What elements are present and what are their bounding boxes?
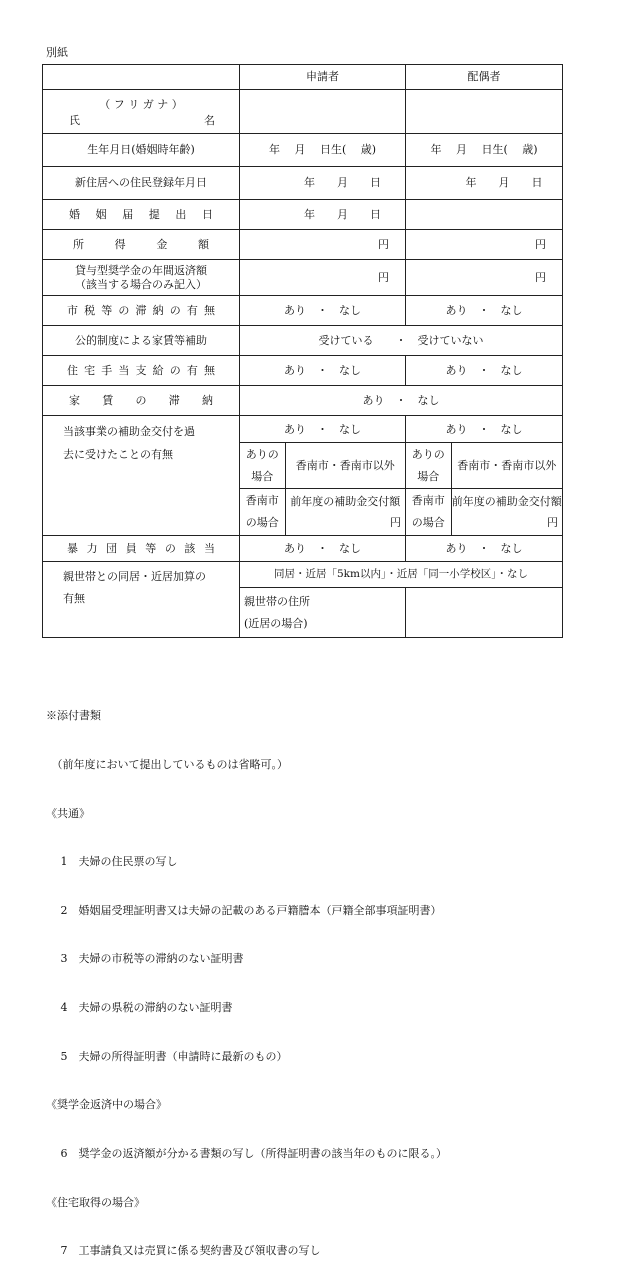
- arrears-char: 家: [69, 393, 80, 407]
- gang-char: 暴: [67, 541, 78, 555]
- arrears-char: 納: [202, 393, 213, 407]
- past-grant-label-2: 去に受けたことの有無: [63, 448, 173, 461]
- spouse-if-yes: [406, 443, 451, 489]
- applicant-allowance-choice[interactable]: あり ・ なし: [240, 356, 406, 386]
- tax-char: 市: [67, 303, 78, 317]
- parents-address-1: 親世帯の住所: [244, 594, 310, 608]
- spouse-if-city: [406, 489, 451, 535]
- note-line: 5 夫婦の所得証明書（申請時に最新のもの）: [46, 1049, 288, 1063]
- note-line: 6 奨学金の返済額が分かる書類の写し（所得証明書の該当年のものに限る。）: [46, 1146, 447, 1160]
- birth-label: 生年月日(婚姻時年齢): [43, 134, 240, 167]
- name-label: [43, 90, 240, 134]
- past-grant-label-1: 当該事業の補助金交付を過: [63, 425, 195, 438]
- income-char: 得: [114, 237, 126, 251]
- tax-char: 滞: [135, 303, 147, 317]
- yen-unit: 円: [390, 515, 401, 529]
- spouse-tax-choice[interactable]: あり ・ なし: [406, 296, 563, 326]
- spouse-scholarship-field[interactable]: 円: [406, 260, 563, 296]
- income-label: [43, 230, 240, 260]
- col-applicant: 申請者: [240, 65, 406, 90]
- marriage-char: 届: [122, 207, 134, 221]
- income-char: 金: [156, 237, 168, 251]
- note-line: 1 夫婦の住民票の写し: [46, 855, 178, 869]
- if-yes-1: ありの: [245, 447, 279, 461]
- if-yes-2: 場合: [417, 469, 440, 483]
- spouse-birth-field[interactable]: 年 月 日生( 歳): [406, 134, 563, 167]
- scholarship-label-1: 貸与型奨学金の年間返済額: [75, 264, 207, 278]
- gang-char: の: [164, 541, 176, 555]
- housing-char: 給: [152, 363, 164, 377]
- if-city-1: 香南市: [411, 493, 445, 507]
- col-spouse: 配偶者: [406, 65, 563, 90]
- applicant-gang-choice[interactable]: あり ・ なし: [240, 536, 406, 562]
- marriage-char: 日: [201, 207, 213, 221]
- name-char-2: 名: [204, 113, 215, 127]
- housing-char: 無: [204, 363, 215, 377]
- rent-arrears-label: [43, 386, 240, 416]
- prev-year-amount-label: 前年度の補助金交付額: [451, 494, 562, 508]
- income-char: 所: [73, 237, 84, 251]
- past-grant-label: [43, 416, 240, 536]
- housing-char: 有: [186, 363, 198, 377]
- note-line: 2 婚姻届受理証明書又は夫婦の記載のある戸籍謄本（戸籍全部事項証明書）: [46, 903, 442, 917]
- attachment-notes: [46, 676, 447, 1276]
- if-yes-1: ありの: [411, 447, 445, 461]
- parents-address-2: (近居の場合): [244, 616, 308, 630]
- tax-label: [43, 296, 240, 326]
- arrears-char: 賃: [102, 393, 114, 407]
- gang-char: 当: [203, 541, 215, 555]
- marriage-label: [43, 200, 240, 230]
- rent-arrears-choice[interactable]: あり ・ なし: [240, 386, 563, 416]
- spouse-income-field[interactable]: 円: [406, 230, 563, 260]
- arrears-char: 滞: [168, 393, 180, 407]
- tax-char: 税: [84, 303, 96, 317]
- parents-label-2: 有無: [63, 592, 85, 605]
- note-line: ※添付書類: [46, 709, 101, 723]
- housing-allowance-label: [43, 356, 240, 386]
- applicant-if-yes: [240, 443, 285, 489]
- applicant-if-city: [240, 489, 285, 535]
- marriage-date-field[interactable]: 年 月 日: [240, 200, 406, 230]
- scholarship-label-2: （該当する場合のみ記入）: [75, 277, 207, 291]
- prev-year-amount-label: 前年度の補助金交付額: [290, 494, 401, 508]
- note-line: 《共通》: [46, 806, 90, 820]
- spouse-past-grant-choice[interactable]: あり ・ なし: [406, 417, 562, 443]
- marriage-blank: [406, 200, 563, 230]
- note-line: （前年度において提出しているものは省略可。）: [46, 758, 288, 772]
- parents-label-1: 親世帯との同居・近居加算の: [63, 570, 206, 583]
- arrears-char: の: [135, 393, 147, 407]
- housing-char: 宅: [84, 363, 96, 377]
- header-blank: [43, 65, 240, 90]
- rent-subsidy-choice[interactable]: 受けている ・ 受けていない: [240, 326, 563, 356]
- income-char: 額: [197, 237, 209, 251]
- tax-char: の: [169, 303, 181, 317]
- if-city-2: の場合: [411, 515, 445, 529]
- applicant-income-field[interactable]: 円: [240, 230, 406, 260]
- gang-label: [43, 536, 240, 562]
- note-line: 4 夫婦の県税の滞納のない証明書: [46, 1001, 233, 1015]
- tax-char: 無: [204, 303, 215, 317]
- if-city-2: の場合: [245, 515, 279, 529]
- marriage-char: 姻: [95, 207, 107, 221]
- marriage-char: 婚: [69, 207, 80, 221]
- marriage-char: 出: [175, 207, 187, 221]
- applicant-scholarship-field[interactable]: 円: [240, 260, 406, 296]
- parents-address-field[interactable]: [406, 588, 563, 638]
- parents-label: [43, 562, 240, 638]
- applicant-name-field[interactable]: [240, 90, 406, 134]
- housing-char: 手: [101, 363, 113, 377]
- name-char-1: 氏: [69, 113, 80, 127]
- if-city-1: 香南市: [245, 493, 279, 507]
- housing-char: 住: [67, 363, 78, 377]
- marriage-char: 提: [148, 207, 160, 221]
- yen-unit: 円: [547, 515, 558, 529]
- application-form-table: [42, 64, 563, 638]
- housing-char: 当: [118, 363, 130, 377]
- note-line: 7 工事請負又は売買に係る契約書及び領収書の写し: [46, 1244, 321, 1258]
- applicant-city-choice[interactable]: 香南市・香南市以外: [285, 443, 405, 489]
- note-line: 3 夫婦の市税等の滞納のない証明書: [46, 952, 244, 966]
- parents-address-label: [240, 588, 406, 638]
- spouse-prev-amount[interactable]: [451, 489, 562, 535]
- housing-char: の: [169, 363, 181, 377]
- tax-char: 納: [152, 303, 164, 317]
- applicant-tax-choice[interactable]: あり ・ なし: [240, 296, 406, 326]
- parents-choice[interactable]: 同居・近居「5km以内」・近居「同一小学校区」・なし: [240, 562, 563, 588]
- tax-char: 等: [101, 303, 113, 317]
- furigana-label: （ フ リ ガ ナ ）: [99, 98, 183, 112]
- spouse-city-choice[interactable]: 香南市・香南市以外: [451, 443, 562, 489]
- note-line: 《奨学金返済中の場合》: [46, 1098, 167, 1112]
- applicant-resident-field[interactable]: 年 月 日: [240, 167, 406, 200]
- spouse-name-field[interactable]: [406, 90, 563, 134]
- gang-char: 等: [145, 541, 157, 555]
- attachment-label: 別紙: [46, 46, 68, 59]
- rent-subsidy-label: 公的制度による家賃等補助: [43, 326, 240, 356]
- note-line: 《住宅取得の場合》: [46, 1195, 145, 1209]
- tax-char: の: [118, 303, 130, 317]
- applicant-past-grant-choice[interactable]: あり ・ なし: [240, 417, 405, 443]
- spouse-gang-choice[interactable]: あり ・ なし: [406, 536, 563, 562]
- gang-char: 員: [125, 541, 137, 555]
- applicant-birth-field[interactable]: 年 月 日生( 歳): [240, 134, 406, 167]
- resident-label: 新住居への住民登録年月日: [43, 167, 240, 200]
- applicant-past-grant: [240, 416, 406, 536]
- scholarship-label: [43, 260, 240, 296]
- spouse-allowance-choice[interactable]: あり ・ なし: [406, 356, 563, 386]
- spouse-past-grant: [406, 416, 563, 536]
- housing-char: 支: [135, 363, 147, 377]
- gang-char: 力: [86, 541, 98, 555]
- gang-char: 該: [184, 541, 196, 555]
- gang-char: 団: [106, 541, 118, 555]
- if-yes-2: 場合: [251, 469, 274, 483]
- applicant-prev-amount[interactable]: [285, 489, 405, 535]
- spouse-resident-field[interactable]: 年 月 日: [406, 167, 563, 200]
- tax-char: 有: [186, 303, 198, 317]
